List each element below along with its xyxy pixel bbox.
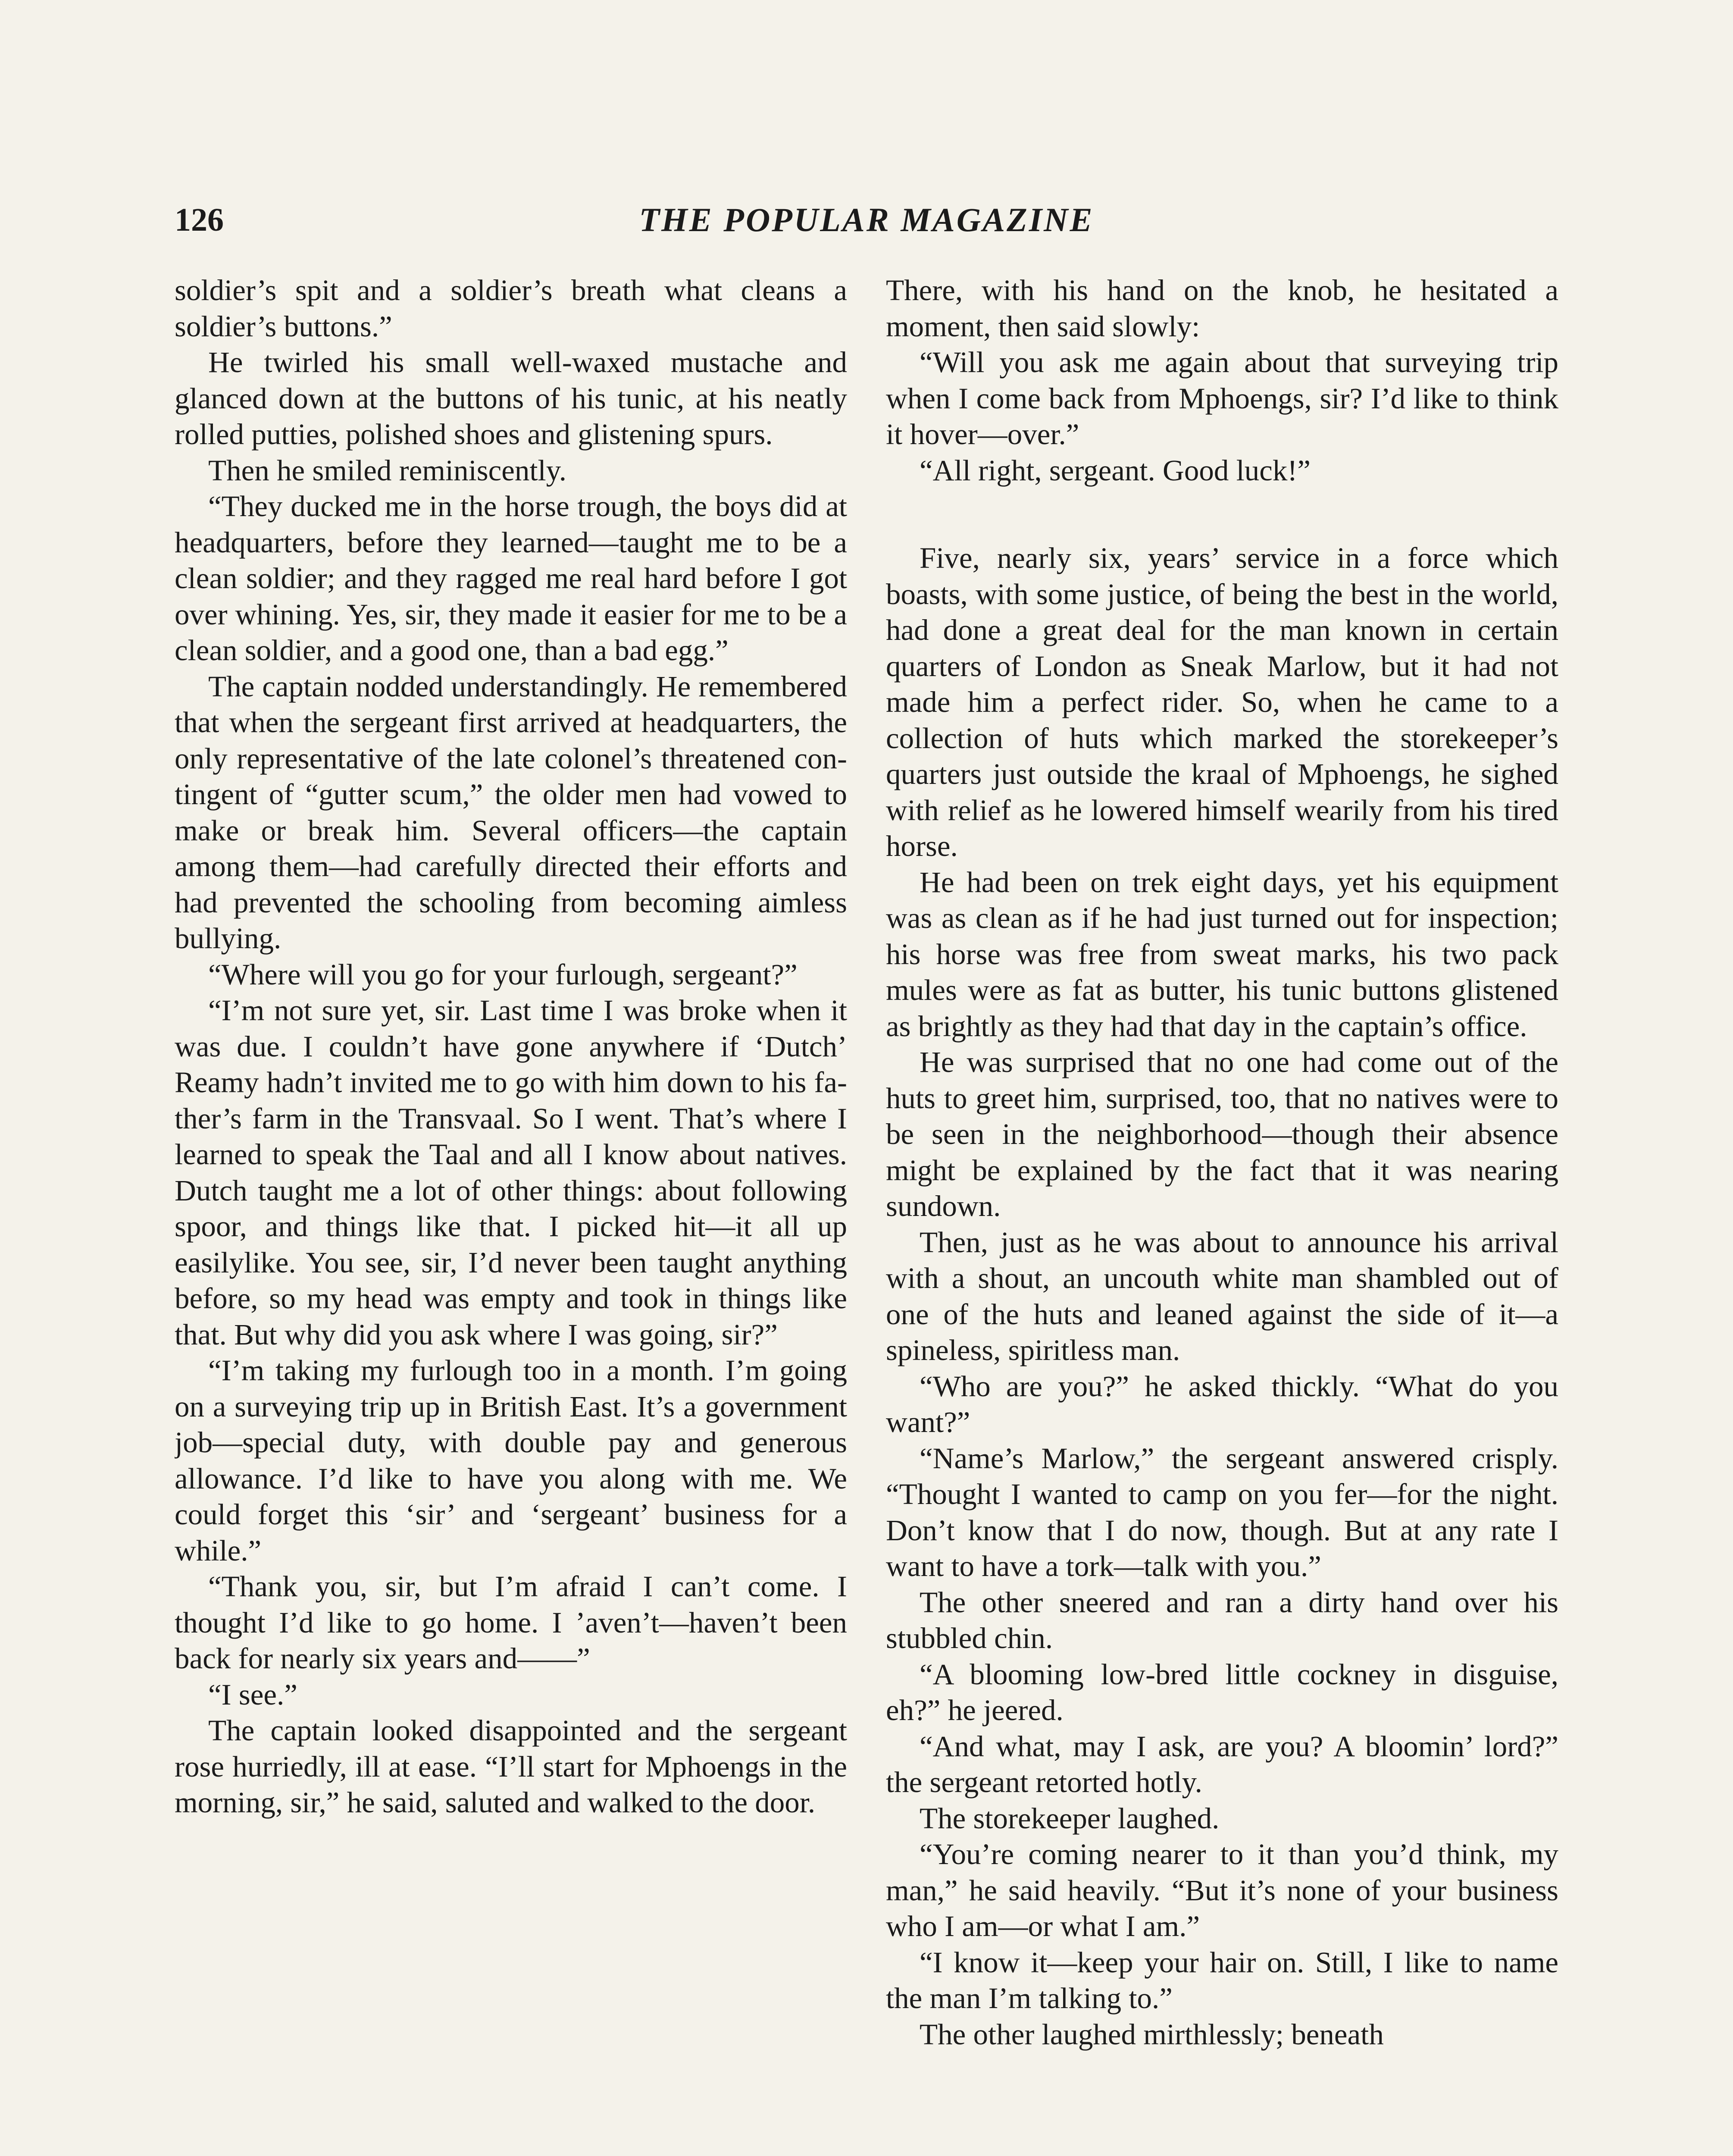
paragraph: “Will you ask me again about that surveying trip when I come back from Mphoengs, sir? I’d like to think it hover—over.” bbox=[886, 346, 1558, 451]
paragraph: The captain looked disappointed and the sergeant rose hurriedly, ill at ease. “I’ll start for Mphoengs in the morning, sir,” he said, saluted and walked to the door. bbox=[175, 1714, 847, 1819]
paragraph: “All right, sergeant. Good luck!” bbox=[920, 454, 1311, 487]
paragraph: Then he smiled reminiscently. bbox=[208, 454, 566, 487]
page-number: 126 bbox=[175, 202, 224, 238]
paragraph: “Thank you, sir, but I’m afraid I can’t come. I thought I’d like to go home. I ’aven’t—haven’t been back for nearly six years and——” bbox=[175, 1570, 847, 1675]
paragraph: soldier’s spit and a soldier’s breath what cleans a soldier’s buttons.” bbox=[175, 274, 847, 343]
paragraph: “I’m taking my furlough too in a month. I’m going on a surveying trip up in British East. It’s a government job—special duty, with double pay and generous allowance. I’d like to have you along with me. We could forget this ‘sir’ and ‘sergeant’ business for a while.” bbox=[175, 1354, 847, 1567]
paragraph: The other sneered and ran a dirty hand over his stubbled chin. bbox=[886, 1586, 1558, 1655]
paragraph: “And what, may I ask, are you? A bloomin’ lord?” the sergeant retorted hotly. bbox=[886, 1730, 1558, 1799]
paragraph: Then, just as he was about to announce his arrival with a shout, an uncouth white man shambled out of one of the huts and leaned against the side of it—a spineless, spiritless man. bbox=[886, 1225, 1558, 1366]
paragraph: “Where will you go for your furlough, sergeant?” bbox=[208, 958, 798, 991]
section-start-paragraph: Five, nearly six, years’ service in a force which boasts, with some justice, of being the best in the world, had done a great deal for the man known in certain quarters of London as Sneak Marlow, but it had not made him a perfect rider. So, when he came to a collection of huts which marked the storekeeper’s quarters just outside the kraal of Mphoengs, he sighed with relief as he lowered himself wearily from his tired horse. bbox=[886, 542, 1558, 862]
paragraph: “I see.” bbox=[208, 1678, 297, 1711]
paragraph: He had been on trek eight days, yet his equipment was as clean as if he had just turned out for inspection; his horse was free from sweat marks, his two pack mules were as fat as butter, his tunic buttons glistened as brightly as they had that day in the captain’s office. bbox=[886, 865, 1558, 1043]
paragraph: The other laughed mirthlessly; beneath bbox=[920, 2018, 1384, 2051]
paragraph: “I’m not sure yet, sir. Last time I was broke when it was due. I couldn’t have gone anywhere if ‘Dutch’ Reamy hadn’t invited me to go with him down to his father’s farm in the Transvaal. So I went. That’s where I learned to speak the Taal and all I know about natives. Dutch taught me a lot of other things: about following spoor, and things like that. I picked hit—it all up easilylike. You see, sir, I’d never been taught anything before, so my head was empty and took in things like that. But why did you ask where I was going, sir?” bbox=[175, 994, 847, 1351]
page-header bbox=[175, 194, 1558, 246]
paragraph: “They ducked me in the horse trough, the boys did at headquarters, before they learned—taught me to be a clean soldier; and they ragged me real hard before I got over whining. Yes, sir, they made it easier for me to be a clean soldier, and a good one, than a bad egg.” bbox=[175, 490, 847, 667]
paragraph: “I know it—keep your hair on. Still, I like to name the man I’m talking to.” bbox=[886, 1946, 1558, 2015]
paragraph: The captain nodded understandingly. He remembered that when the sergeant first arrived at headquarters, the only representative of the late colonel’s threatened contingent of “gutter scum,” the older men had vowed to make or break him. Several officers—the captain among them—had carefully directed their efforts and had prevented the schooling from becoming aimless bullying. bbox=[175, 670, 847, 955]
paragraph: He was surprised that no one had come out of the huts to greet him, surprised, too, that no natives were to be seen in the neighborhood—though their absence might be explained by the fact that it was nearing sundown. bbox=[886, 1046, 1558, 1222]
paragraph: “Name’s Marlow,” the sergeant answered crisply. “Thought I wanted to camp on you fer—for the night. Don’t know that I do now, though. But at any rate I want to have a tork—talk with you.” bbox=[886, 1442, 1558, 1583]
right-column bbox=[886, 273, 1558, 2156]
paragraph: “Who are you?” he asked thickly. “What do you want?” bbox=[886, 1369, 1558, 1438]
left-column bbox=[175, 273, 847, 2156]
paragraph: “A blooming low-bred little cockney in disguise, eh?” he jeered. bbox=[886, 1658, 1558, 1727]
running-title: THE POPULAR MAGAZINE bbox=[639, 201, 1094, 238]
paragraph: The storekeeper laughed. bbox=[920, 1802, 1220, 1835]
paragraph: There, with his hand on the knob, he hesitated a moment, then said slowly: bbox=[886, 274, 1558, 343]
paragraph: “You’re coming nearer to it than you’d think, my man,” he said heavily. “But it’s none of your business who I am—or what I am.” bbox=[886, 1838, 1558, 1943]
paragraph: He twirled his small well-waxed mustache and glanced down at the buttons of his tunic, at his neatly rolled putties, polished shoes and glistening spurs. bbox=[175, 346, 847, 451]
